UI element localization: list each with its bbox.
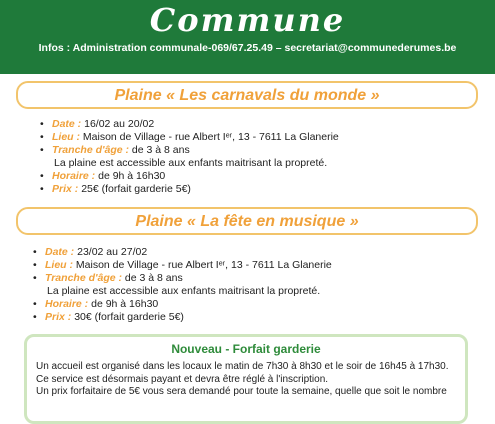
date-item: • Date : 23/02 au 27/02	[33, 246, 148, 258]
horaire-item: • Horaire : de 9h à 16h30	[33, 298, 159, 310]
prix-item: • Prix : 25€ (forfait garderie 5€)	[40, 183, 191, 195]
date-item: • Date : 16/02 au 20/02	[40, 118, 155, 130]
lieu-item: • Lieu : Maison de Village - rue Albert Iᵉʳ, 13 - 7611 La Glanerie	[40, 131, 339, 143]
section-1-details	[40, 118, 339, 196]
garderie-box	[24, 334, 468, 424]
garderie-title: Nouveau - Forfait garderie	[171, 342, 321, 356]
section-1-title-box	[16, 81, 478, 109]
lieu-item: • Lieu : Maison de Village - rue Albert Iᵉʳ, 13 - 7611 La Glanerie	[33, 259, 332, 271]
age-item: • Tranche d'âge : de 3 à 8 ans	[40, 144, 190, 156]
section-1-title: Plaine « Les carnavals du monde »	[114, 87, 380, 104]
contact-info: Infos : Administration communale-069/67.25.49 – secretariat@communederumes.be	[38, 42, 457, 54]
header-banner	[0, 0, 495, 74]
note-item: La plaine est accessible aux enfants maitrisant la propreté.	[47, 285, 321, 297]
note-item: La plaine est accessible aux enfants maitrisant la propreté.	[54, 157, 328, 169]
garderie-text	[36, 361, 466, 399]
garderie-line-2: Ce service est désormais payant et devra être réglé à l'inscription.	[36, 373, 329, 385]
garderie-line-1: Un accueil est organisé dans les locaux le matin de 7h30 à 8h30 et le soir de 16h45 à 17h30.	[36, 361, 449, 372]
horaire-item: • Horaire : de 9h à 16h30	[40, 170, 166, 182]
age-item: • Tranche d'âge : de 3 à 8 ans	[33, 272, 183, 284]
section-2-title-box	[16, 207, 478, 235]
section-2-details	[33, 246, 332, 324]
garderie-line-3: Un prix forfaitaire de 5€ vous sera demandé pour toute la semaine, quelle que soit le nombre	[36, 386, 447, 397]
section-2-title: Plaine « La fête en musique »	[135, 213, 359, 230]
page-title: Commune	[149, 1, 346, 39]
prix-item: • Prix : 30€ (forfait garderie 5€)	[33, 311, 184, 323]
